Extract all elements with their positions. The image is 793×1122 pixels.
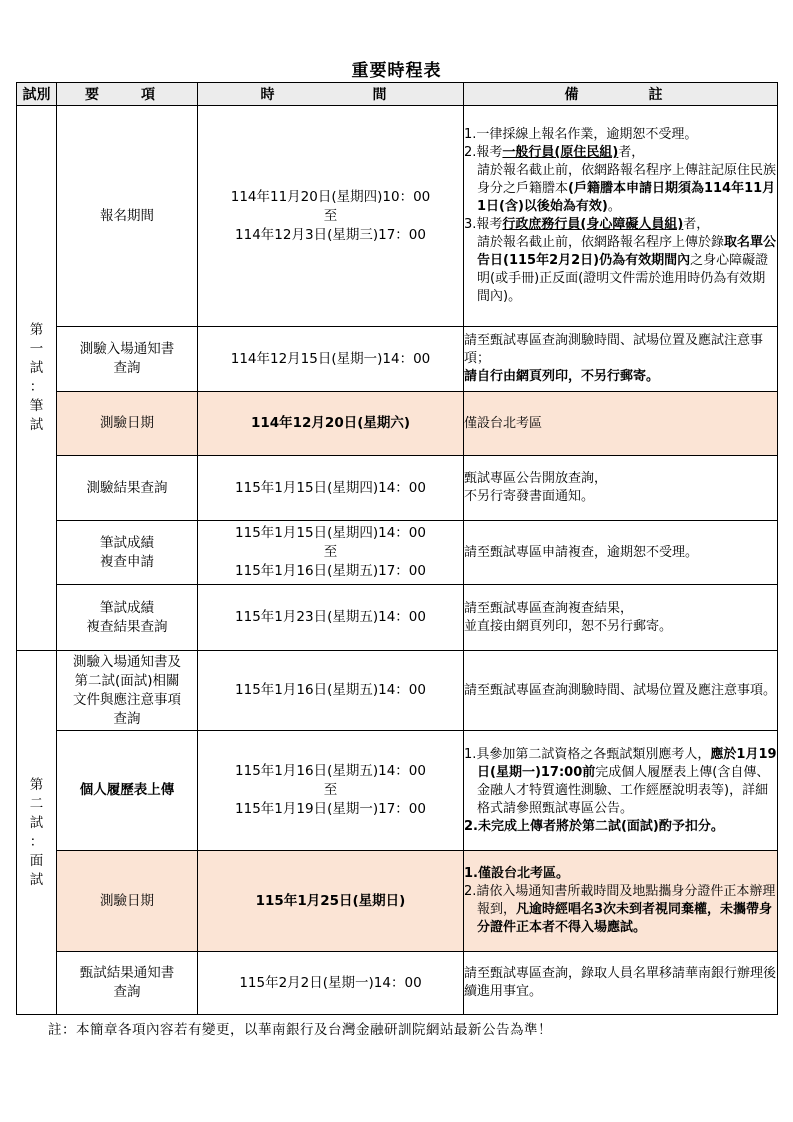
note-underline: 行政庶務行員(身心障礙人員組)	[502, 217, 684, 232]
note-text: 。	[607, 199, 621, 214]
stage1-char: 筆	[29, 398, 44, 414]
table-row	[17, 952, 778, 1015]
row-note	[464, 731, 778, 851]
item-line: 查詢	[113, 984, 141, 1000]
note-bold: 凡逾時經唱名3次未到者視同棄權，未攜帶身分證件正本者不得入場應試。	[477, 902, 773, 935]
table-row	[17, 731, 778, 851]
stage2-label	[17, 651, 57, 1015]
item-line: 文件與應注意事項	[73, 691, 181, 708]
item-line: 筆試成績	[100, 534, 154, 551]
row-item: 個人履歷表上傳	[57, 731, 198, 851]
row-time: 115年1月23日(星期五)14：00	[198, 585, 464, 651]
note-line: 1.僅設台北考區。	[464, 866, 569, 881]
note-line: 1.一律採線上報名作業，逾期恕不受理。	[464, 127, 698, 142]
stage1-char: 試	[29, 360, 44, 376]
schedule-table	[16, 82, 778, 1015]
table-row	[17, 585, 778, 651]
row-time: 115年1月15日(星期四)14：00	[198, 456, 464, 521]
item-line: 複查結果查詢	[86, 618, 168, 635]
table-row	[17, 456, 778, 521]
row-item: 報名期間	[57, 106, 198, 327]
time-end: 114年12月3日(星期三)17：00	[235, 226, 426, 243]
stage1-char: ：	[29, 379, 44, 395]
item-line: 查詢	[113, 710, 141, 727]
row-note: 請至甄試專區查詢測驗時間、試場位置及應注意事項。	[464, 651, 778, 731]
row-note	[464, 327, 778, 392]
table-row	[17, 651, 778, 731]
note-line: 並直接由網頁列印，恕不另行郵寄。	[464, 618, 673, 634]
note-text: 者，	[683, 217, 710, 232]
row-note	[464, 106, 778, 327]
item-line: 查詢	[113, 360, 141, 376]
row-item: 測驗日期	[57, 392, 198, 456]
note-line	[464, 144, 777, 216]
note-bold: 應於1月19日(星期一)17:00前	[477, 746, 777, 780]
table-row	[17, 106, 778, 327]
header-note: 備 註	[464, 83, 778, 106]
note-text: 3.報考	[464, 217, 503, 232]
item-line: 甄試結果通知書	[79, 965, 175, 981]
note-text: 1.具參加第二試資格之各甄試類別應考人，	[464, 746, 711, 762]
item-line: 筆試成績	[100, 599, 154, 616]
note-text: 2.請依入場通知書所載時間及地點攜身分證件正本辦理報到，	[464, 884, 776, 917]
note-text: 請於報名截止前，依網路報名程序上傳於錄	[477, 235, 725, 250]
note-line: 請至甄試專區查詢複查結果，	[464, 600, 634, 616]
footnote: 註：本簡章各項內容若有變更，以華南銀行及台灣金融研訓院網站最新公告為準！	[48, 1022, 552, 1038]
time-end: 115年1月16日(星期五)17：00	[235, 563, 426, 579]
row-time: 115年1月25日(星期日)	[198, 851, 464, 952]
row-note: 請至甄試專區申請複查，逾期恕不受理。	[464, 521, 778, 585]
item-line: 複查申請	[100, 553, 154, 570]
stage1-char: 一	[29, 341, 44, 357]
note-text: 完成個人履歷表上傳(含自傳、金融人才特質適性測驗、工作經歷說明表等)，詳細格式請參照甄試專區公告。	[477, 764, 770, 816]
note-text: 之身心障礙證明(或手冊)正反面(證明文件需於進用時仍為有效期間內)。	[477, 253, 769, 304]
note-text: 請於報名截止前，依網路報名程序上傳註記原住民族身分之戶籍謄本	[477, 163, 777, 196]
row-item	[57, 521, 198, 585]
row-item	[57, 585, 198, 651]
row-time	[198, 731, 464, 851]
row-time: 114年12月15日(星期一)14：00	[198, 327, 464, 392]
note-line: 請至甄試專區查詢測驗時間、試場位置及應試注意事項；	[464, 333, 764, 366]
stage2-char: 試	[29, 814, 44, 831]
note-line: 甄試專區公告開放查詢，	[464, 471, 608, 486]
row-item: 測驗日期	[57, 851, 198, 952]
table-row	[17, 392, 778, 456]
stage2-char: 面	[29, 852, 44, 869]
note-text: 者，	[618, 145, 645, 160]
time-start: 115年1月15日(星期四)14：00	[235, 525, 426, 541]
row-item	[57, 952, 198, 1015]
item-line: 測驗入場通知書	[79, 341, 175, 357]
stage2-char: 二	[29, 795, 44, 812]
stage1-label	[17, 106, 57, 651]
time-start: 114年11月20日(星期四)10：00	[230, 188, 431, 205]
row-note	[464, 456, 778, 521]
row-note	[464, 585, 778, 651]
stage2-char: 第	[29, 776, 44, 793]
header-category: 試別	[17, 83, 57, 106]
item-line: 測驗入場通知書及	[73, 653, 181, 670]
time-end: 115年1月19日(星期一)17：00	[235, 801, 426, 817]
table-row	[17, 521, 778, 585]
stage2-char: ：	[29, 833, 44, 850]
row-note	[464, 851, 778, 952]
note-line: 2.未完成上傳者將於第二試(面試)酌予扣分。	[464, 818, 724, 834]
note-bold: 取名單公告日(115年2月2日)仍為有效期間內	[477, 235, 777, 268]
note-line	[464, 883, 777, 937]
stage1-char: 試	[29, 417, 44, 433]
table-header-row	[17, 83, 778, 106]
note-line	[464, 746, 777, 818]
row-time: 115年2月2日(星期一)14：00	[198, 952, 464, 1015]
note-underline: 一般行員(原住民組)	[502, 145, 619, 160]
row-time	[198, 521, 464, 585]
row-time	[198, 106, 464, 327]
page-title: 重要時程表	[351, 61, 442, 81]
time-start: 115年1月16日(星期五)14：00	[235, 763, 426, 779]
header-item: 要 項	[57, 83, 198, 106]
row-note: 請至甄試專區查詢，錄取人員名單移請華南銀行辦理後續進用事宜。	[464, 952, 778, 1015]
item-line: 第二試(面試)相關	[74, 672, 180, 689]
note-bold: 請自行由網頁列印，不另行郵寄。	[464, 369, 660, 384]
stage2-char: 試	[29, 871, 44, 888]
time-separator: 至	[323, 207, 338, 224]
row-item: 測驗結果查詢	[57, 456, 198, 521]
table-row	[17, 327, 778, 392]
note-bold: (戶籍謄本申請日期須為114年11月1日(含)以後始為有效)	[477, 181, 776, 214]
row-item	[57, 651, 198, 731]
header-time: 時 間	[198, 83, 464, 106]
row-time: 114年12月20日(星期六)	[198, 392, 464, 456]
time-separator: 至	[323, 782, 338, 798]
row-item	[57, 327, 198, 392]
note-line	[464, 216, 777, 306]
note-text: 2.報考	[464, 145, 503, 160]
note-line: 不另行寄發書面通知。	[464, 489, 595, 504]
time-separator: 至	[323, 544, 338, 560]
table-row	[17, 851, 778, 952]
row-note: 僅設台北考區	[464, 392, 778, 456]
row-time: 115年1月16日(星期五)14：00	[198, 651, 464, 731]
stage1-char: 第	[29, 322, 44, 338]
